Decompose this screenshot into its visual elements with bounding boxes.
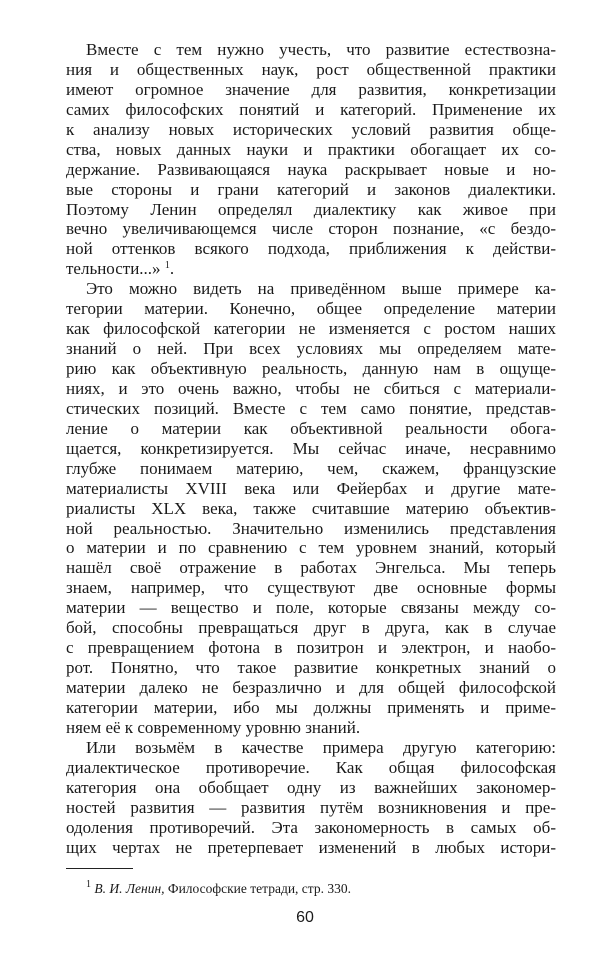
text-line — [66, 239, 556, 259]
footnote-text: Философские тетради, стр. 330. — [167, 881, 351, 896]
text-line — [66, 80, 556, 100]
line-text: нашёл своё отражение в работах Энгельса. Мы теперь — [66, 558, 556, 578]
line-text: категории материи, ибо мы должны применять и приме- — [66, 697, 556, 717]
text-line — [66, 40, 556, 60]
text-line — [66, 499, 556, 519]
text-line — [66, 140, 556, 160]
text-line — [66, 738, 556, 758]
line-text: бой, способны превращаться друг в друга, как в случае — [66, 618, 556, 638]
line-text: Или возьмём в качестве примера другую категорию: — [86, 737, 556, 757]
line-text: щается, конкретизируется. Мы сейчас иначе, несравнимо — [66, 438, 556, 458]
text-line — [66, 379, 556, 399]
line-text: держание. Развивающаяся наука раскрывает новые и но- — [66, 159, 556, 179]
text-line — [66, 100, 556, 120]
text-line — [66, 758, 556, 778]
line-text: няем её к современному уровню знаний. — [66, 717, 361, 737]
line-text: ной оттенков всякого подхода, приближения к действи- — [66, 239, 556, 259]
line-text: знаем, например, что существуют две основные формы — [66, 578, 556, 598]
text-line — [66, 180, 556, 200]
text-line — [66, 718, 556, 738]
text-line — [66, 698, 556, 718]
line-text: материалисты XVIII века или Фейербах и другие мате- — [66, 478, 556, 498]
text-line — [66, 419, 556, 439]
line-text: вые стороны и грани категорий и законов диалектики. — [66, 179, 556, 199]
line-text: знаний о ней. При всех условиях мы определяем мате- — [66, 339, 556, 359]
text-line — [66, 578, 556, 598]
text-line — [66, 160, 556, 180]
text-line — [66, 638, 556, 658]
text-line — [66, 658, 556, 678]
footnote-author: В. И. Ленин, — [94, 881, 165, 896]
text-line — [66, 459, 556, 479]
line-text: материи далеко не безразлично и для общей философской — [66, 678, 556, 697]
text-line — [66, 778, 556, 798]
line-text: о материи и по сравнению с тем уровнем знаний, который — [66, 538, 556, 558]
footnote-divider — [66, 868, 133, 869]
line-text: ностей развития — развития путём возникновения и пре- — [66, 797, 556, 817]
line-text: диалектическое противоречие. Как общая философская — [66, 757, 556, 777]
text-line — [66, 678, 556, 698]
line-text: самих философских понятий и категорий. Применение их — [66, 99, 556, 119]
line-text: с превращением фотона в позитрон и электрон, и наобо- — [66, 638, 556, 658]
text-line — [66, 279, 556, 299]
line-text: стических позиций. Вместе с тем само понятие, представ- — [66, 398, 556, 418]
line-text: имеют огромное значение для развития, конкретизации — [66, 79, 556, 99]
text-line — [66, 558, 556, 578]
line-text: риалисты XLX века, также считавшие материю объектив- — [66, 498, 556, 518]
text-line — [66, 359, 556, 379]
footnote-number: 1 — [86, 879, 91, 890]
line-text: рот. Понятно, что такое развитие конкретных знаний о — [66, 658, 556, 678]
text-line — [66, 439, 556, 459]
text-line — [66, 219, 556, 239]
text-line: тельности...» $^1$. — [66, 259, 175, 279]
line-text: материи — вещество и поле, которые связаны между со- — [66, 598, 556, 618]
text-line — [66, 60, 556, 80]
text-line — [66, 798, 556, 818]
text-line — [66, 598, 556, 618]
line-text: ной реальностью. Значительно изменились представления — [66, 518, 556, 538]
text-line — [66, 339, 556, 359]
text-line — [66, 120, 556, 140]
line-text: ление о материи как объективной реальности обога- — [66, 418, 556, 438]
line-text: категория она обобщает одну из важнейших закономер- — [66, 777, 556, 797]
footnote — [86, 881, 351, 897]
line-text: как философской категории не изменяется с ростом наших — [66, 319, 556, 339]
text-line — [66, 399, 556, 419]
line-text: щих чертах не претерпевает изменений в любых истори- — [66, 837, 556, 857]
text-line — [66, 818, 556, 838]
text-line — [66, 838, 556, 858]
text-line — [66, 299, 556, 319]
line-text: тельности...» — [66, 259, 161, 279]
line-text: тегории материи. Конечно, общее определение материи — [66, 299, 556, 319]
line-text: одоления противоречий. Эта закономерность в самых об- — [66, 817, 556, 837]
line-text: вечно увеличивающемся числе сторон познание, «с бездо- — [66, 219, 556, 239]
text-line — [66, 519, 556, 539]
line-text: Это можно видеть на приведённом выше примере ка- — [86, 279, 556, 299]
line-text: ства, новых данных науки и практики обогащает их со- — [66, 139, 556, 159]
footnote-ref: 1 — [164, 260, 170, 272]
line-text: рию как объективную реальность, данную нам в ощуще- — [66, 359, 556, 378]
text-line — [66, 618, 556, 638]
page-number: 60 — [296, 909, 314, 926]
line-text: Вместе с тем нужно учесть, что развитие естествозна- — [86, 40, 556, 59]
body-text — [66, 40, 556, 857]
line-text: Поэтому Ленин определял диалектику как живое при — [66, 199, 556, 219]
text-line — [66, 479, 556, 499]
line-text: к анализу новых исторических условий развития обще- — [66, 119, 556, 139]
line-text: ния и общественных наук, рост общественной практики — [66, 59, 556, 79]
line-text: глубже понимаем материю, чем, скажем, французские — [66, 458, 556, 478]
text-line — [66, 319, 556, 339]
text-line — [66, 200, 556, 220]
text-line — [66, 538, 556, 558]
line-text: ниях, и это очень важно, чтобы не сбиться с материали- — [66, 378, 556, 398]
